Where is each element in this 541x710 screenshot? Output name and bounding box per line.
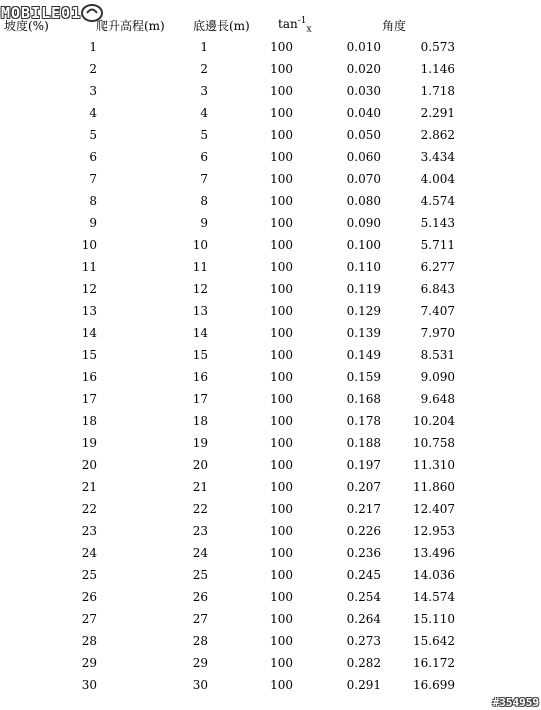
table-row [0,586,455,608]
cell-angle: 1.718 [420,84,455,98]
cell-base: 100 [270,656,293,670]
cell-rise: 11 [192,260,208,274]
cell-rise: 17 [192,392,208,406]
cell-rise: 24 [192,546,208,560]
cell-base: 100 [270,304,293,318]
cell-rise: 23 [192,524,208,538]
cell-base: 100 [270,546,293,560]
table-row [0,168,455,190]
cell-rise: 13 [192,304,208,318]
cell-arctan: 0.090 [346,216,381,230]
cell-angle: 15.110 [413,612,455,626]
cell-slope: 9 [89,216,97,230]
cell-angle: 7.970 [420,326,455,340]
cell-base: 100 [270,172,293,186]
cell-slope: 6 [89,150,97,164]
cell-base: 100 [270,128,293,142]
table-row [0,322,455,344]
cell-rise: 28 [192,634,208,648]
cell-arctan: 0.119 [346,282,381,296]
cell-arctan: 0.264 [346,612,381,626]
cell-arctan: 0.080 [346,194,381,208]
cell-rise: 10 [192,238,208,252]
cell-angle: 16.172 [413,656,455,670]
cell-arctan: 0.197 [346,458,381,472]
cell-angle: 4.004 [420,172,455,186]
cell-rise: 5 [200,128,208,142]
cell-angle: 13.496 [413,546,455,560]
table-row [0,476,455,498]
cell-rise: 29 [192,656,208,670]
cell-angle: 15.642 [413,634,455,648]
cell-angle: 12.953 [413,524,455,538]
header-arctan [278,16,312,34]
cell-arctan: 0.060 [346,150,381,164]
table-row [0,146,455,168]
cell-arctan: 0.100 [346,238,381,252]
cell-slope: 23 [81,524,97,538]
table-row [0,36,455,58]
cell-angle: 11.860 [413,480,455,494]
cell-slope: 28 [81,634,97,648]
table-row [0,608,455,630]
cell-base: 100 [270,370,293,384]
cell-base: 100 [270,568,293,582]
cell-angle: 5.711 [420,238,455,252]
table-row [0,388,455,410]
cell-slope: 5 [89,128,97,142]
cell-arctan: 0.139 [346,326,381,340]
table-row [0,542,455,564]
cell-rise: 12 [192,282,208,296]
cell-angle: 12.407 [413,502,455,516]
cell-slope: 29 [81,656,97,670]
cell-angle: 11.310 [413,458,455,472]
table-row [0,366,455,388]
table-row [0,410,455,432]
cell-arctan: 0.291 [346,678,381,692]
cell-rise: 30 [192,678,208,692]
cell-arctan: 0.226 [346,524,381,538]
table-row [0,652,455,674]
cell-base: 100 [270,414,293,428]
header-base: 底邊長(m) [193,19,250,33]
cell-slope: 17 [81,392,97,406]
cell-arctan: 0.129 [346,304,381,318]
cell-arctan: 0.282 [346,656,381,670]
cell-base: 100 [270,216,293,230]
cell-base: 100 [270,238,293,252]
table-row [0,234,455,256]
cell-slope: 26 [81,590,97,604]
cell-rise: 2 [200,62,208,76]
cell-slope: 7 [89,172,97,186]
cell-base: 100 [270,348,293,362]
cell-slope: 27 [81,612,97,626]
cell-rise: 15 [192,348,208,362]
cell-arctan: 0.110 [346,260,381,274]
cell-rise: 6 [200,150,208,164]
cell-angle: 9.090 [420,370,455,384]
cell-slope: 30 [81,678,97,692]
cell-base: 100 [270,480,293,494]
cell-slope: 21 [81,480,97,494]
cell-arctan: 0.030 [346,84,381,98]
cell-angle: 4.574 [420,194,455,208]
cell-base: 100 [270,40,293,54]
header-arctan-base: tan [278,17,298,31]
table-row [0,344,455,366]
cell-slope: 3 [89,84,97,98]
cell-angle: 8.531 [420,348,455,362]
cell-arctan: 0.245 [346,568,381,582]
table-row [0,102,455,124]
cell-rise: 19 [192,436,208,450]
cell-arctan: 0.020 [346,62,381,76]
cell-slope: 14 [81,326,97,340]
cell-slope: 1 [89,40,97,54]
cell-base: 100 [270,678,293,692]
table-row [0,58,455,80]
cell-base: 100 [270,590,293,604]
cell-rise: 4 [200,106,208,120]
cell-angle: 2.291 [420,106,455,120]
cell-base: 100 [270,282,293,296]
cell-arctan: 0.273 [346,634,381,648]
cell-arctan: 0.040 [346,106,381,120]
cell-slope: 13 [81,304,97,318]
cell-slope: 19 [81,436,97,450]
cell-base: 100 [270,436,293,450]
cell-rise: 27 [192,612,208,626]
cell-arctan: 0.178 [346,414,381,428]
cell-rise: 8 [200,194,208,208]
logo-text: MOBILE01 [1,4,82,22]
table-row [0,124,455,146]
cell-rise: 21 [192,480,208,494]
header-arctan-var: x [306,24,312,35]
table-row [0,190,455,212]
slope-angle-table [0,36,455,696]
table-body [0,36,455,696]
cell-slope: 22 [81,502,97,516]
cell-arctan: 0.010 [346,40,381,54]
cell-slope: 16 [81,370,97,384]
cell-arctan: 0.070 [346,172,381,186]
cell-rise: 3 [200,84,208,98]
cell-rise: 25 [192,568,208,582]
cell-base: 100 [270,106,293,120]
table-row [0,212,455,234]
cell-slope: 8 [89,194,97,208]
cell-rise: 16 [192,370,208,384]
cell-angle: 16.699 [413,678,455,692]
cell-arctan: 0.188 [346,436,381,450]
cell-arctan: 0.168 [346,392,381,406]
cell-angle: 6.277 [420,260,455,274]
cell-angle: 3.434 [420,150,455,164]
cell-base: 100 [270,502,293,516]
cell-arctan: 0.254 [346,590,381,604]
cell-angle: 0.573 [420,40,455,54]
cell-arctan: 0.207 [346,480,381,494]
cell-slope: 12 [81,282,97,296]
header-slope: 坡度(%) [4,19,49,33]
table-row [0,256,455,278]
cell-slope: 10 [81,238,97,252]
cell-arctan: 0.050 [346,128,381,142]
cell-angle: 6.843 [420,282,455,296]
cell-base: 100 [270,260,293,274]
cell-slope: 18 [81,414,97,428]
cell-slope: 24 [81,546,97,560]
cell-rise: 18 [192,414,208,428]
table-row [0,498,455,520]
cell-arctan: 0.217 [346,502,381,516]
cell-base: 100 [270,84,293,98]
cell-angle: 7.407 [420,304,455,318]
table-row [0,564,455,586]
watermark-id: #354959 [492,696,539,709]
cell-base: 100 [270,62,293,76]
cell-base: 100 [270,150,293,164]
cell-rise: 14 [192,326,208,340]
cell-base: 100 [270,326,293,340]
cell-arctan: 0.149 [346,348,381,362]
cell-angle: 1.146 [420,62,455,76]
cell-slope: 20 [81,458,97,472]
table-row [0,674,455,696]
table-row [0,300,455,322]
cell-angle: 10.758 [413,436,455,450]
cell-angle: 10.204 [413,414,455,428]
cell-angle: 14.036 [413,568,455,582]
cell-base: 100 [270,634,293,648]
cell-angle: 5.143 [420,216,455,230]
cell-arctan: 0.236 [346,546,381,560]
header-angle: 角度 [382,19,407,33]
cell-rise: 1 [200,40,208,54]
cell-base: 100 [270,392,293,406]
cell-slope: 25 [81,568,97,582]
cell-rise: 7 [200,172,208,186]
cell-base: 100 [270,612,293,626]
cell-rise: 26 [192,590,208,604]
cell-rise: 9 [200,216,208,230]
cell-angle: 14.574 [413,590,455,604]
cell-arctan: 0.159 [346,370,381,384]
cell-rise: 20 [192,458,208,472]
header-arctan-sup: -1 [297,16,307,26]
cell-slope: 15 [81,348,97,362]
cell-slope: 4 [89,106,97,120]
cell-rise: 22 [192,502,208,516]
table-row [0,630,455,652]
cell-base: 100 [270,458,293,472]
cell-slope: 11 [81,260,97,274]
table-row [0,80,455,102]
table-row [0,520,455,542]
table-row [0,454,455,476]
cell-slope: 2 [89,62,97,76]
cell-angle: 2.862 [420,128,455,142]
cell-angle: 9.648 [420,392,455,406]
table-row [0,432,455,454]
header-rise: 爬升高程(m) [96,19,165,33]
cell-base: 100 [270,524,293,538]
table-row [0,278,455,300]
cell-base: 100 [270,194,293,208]
